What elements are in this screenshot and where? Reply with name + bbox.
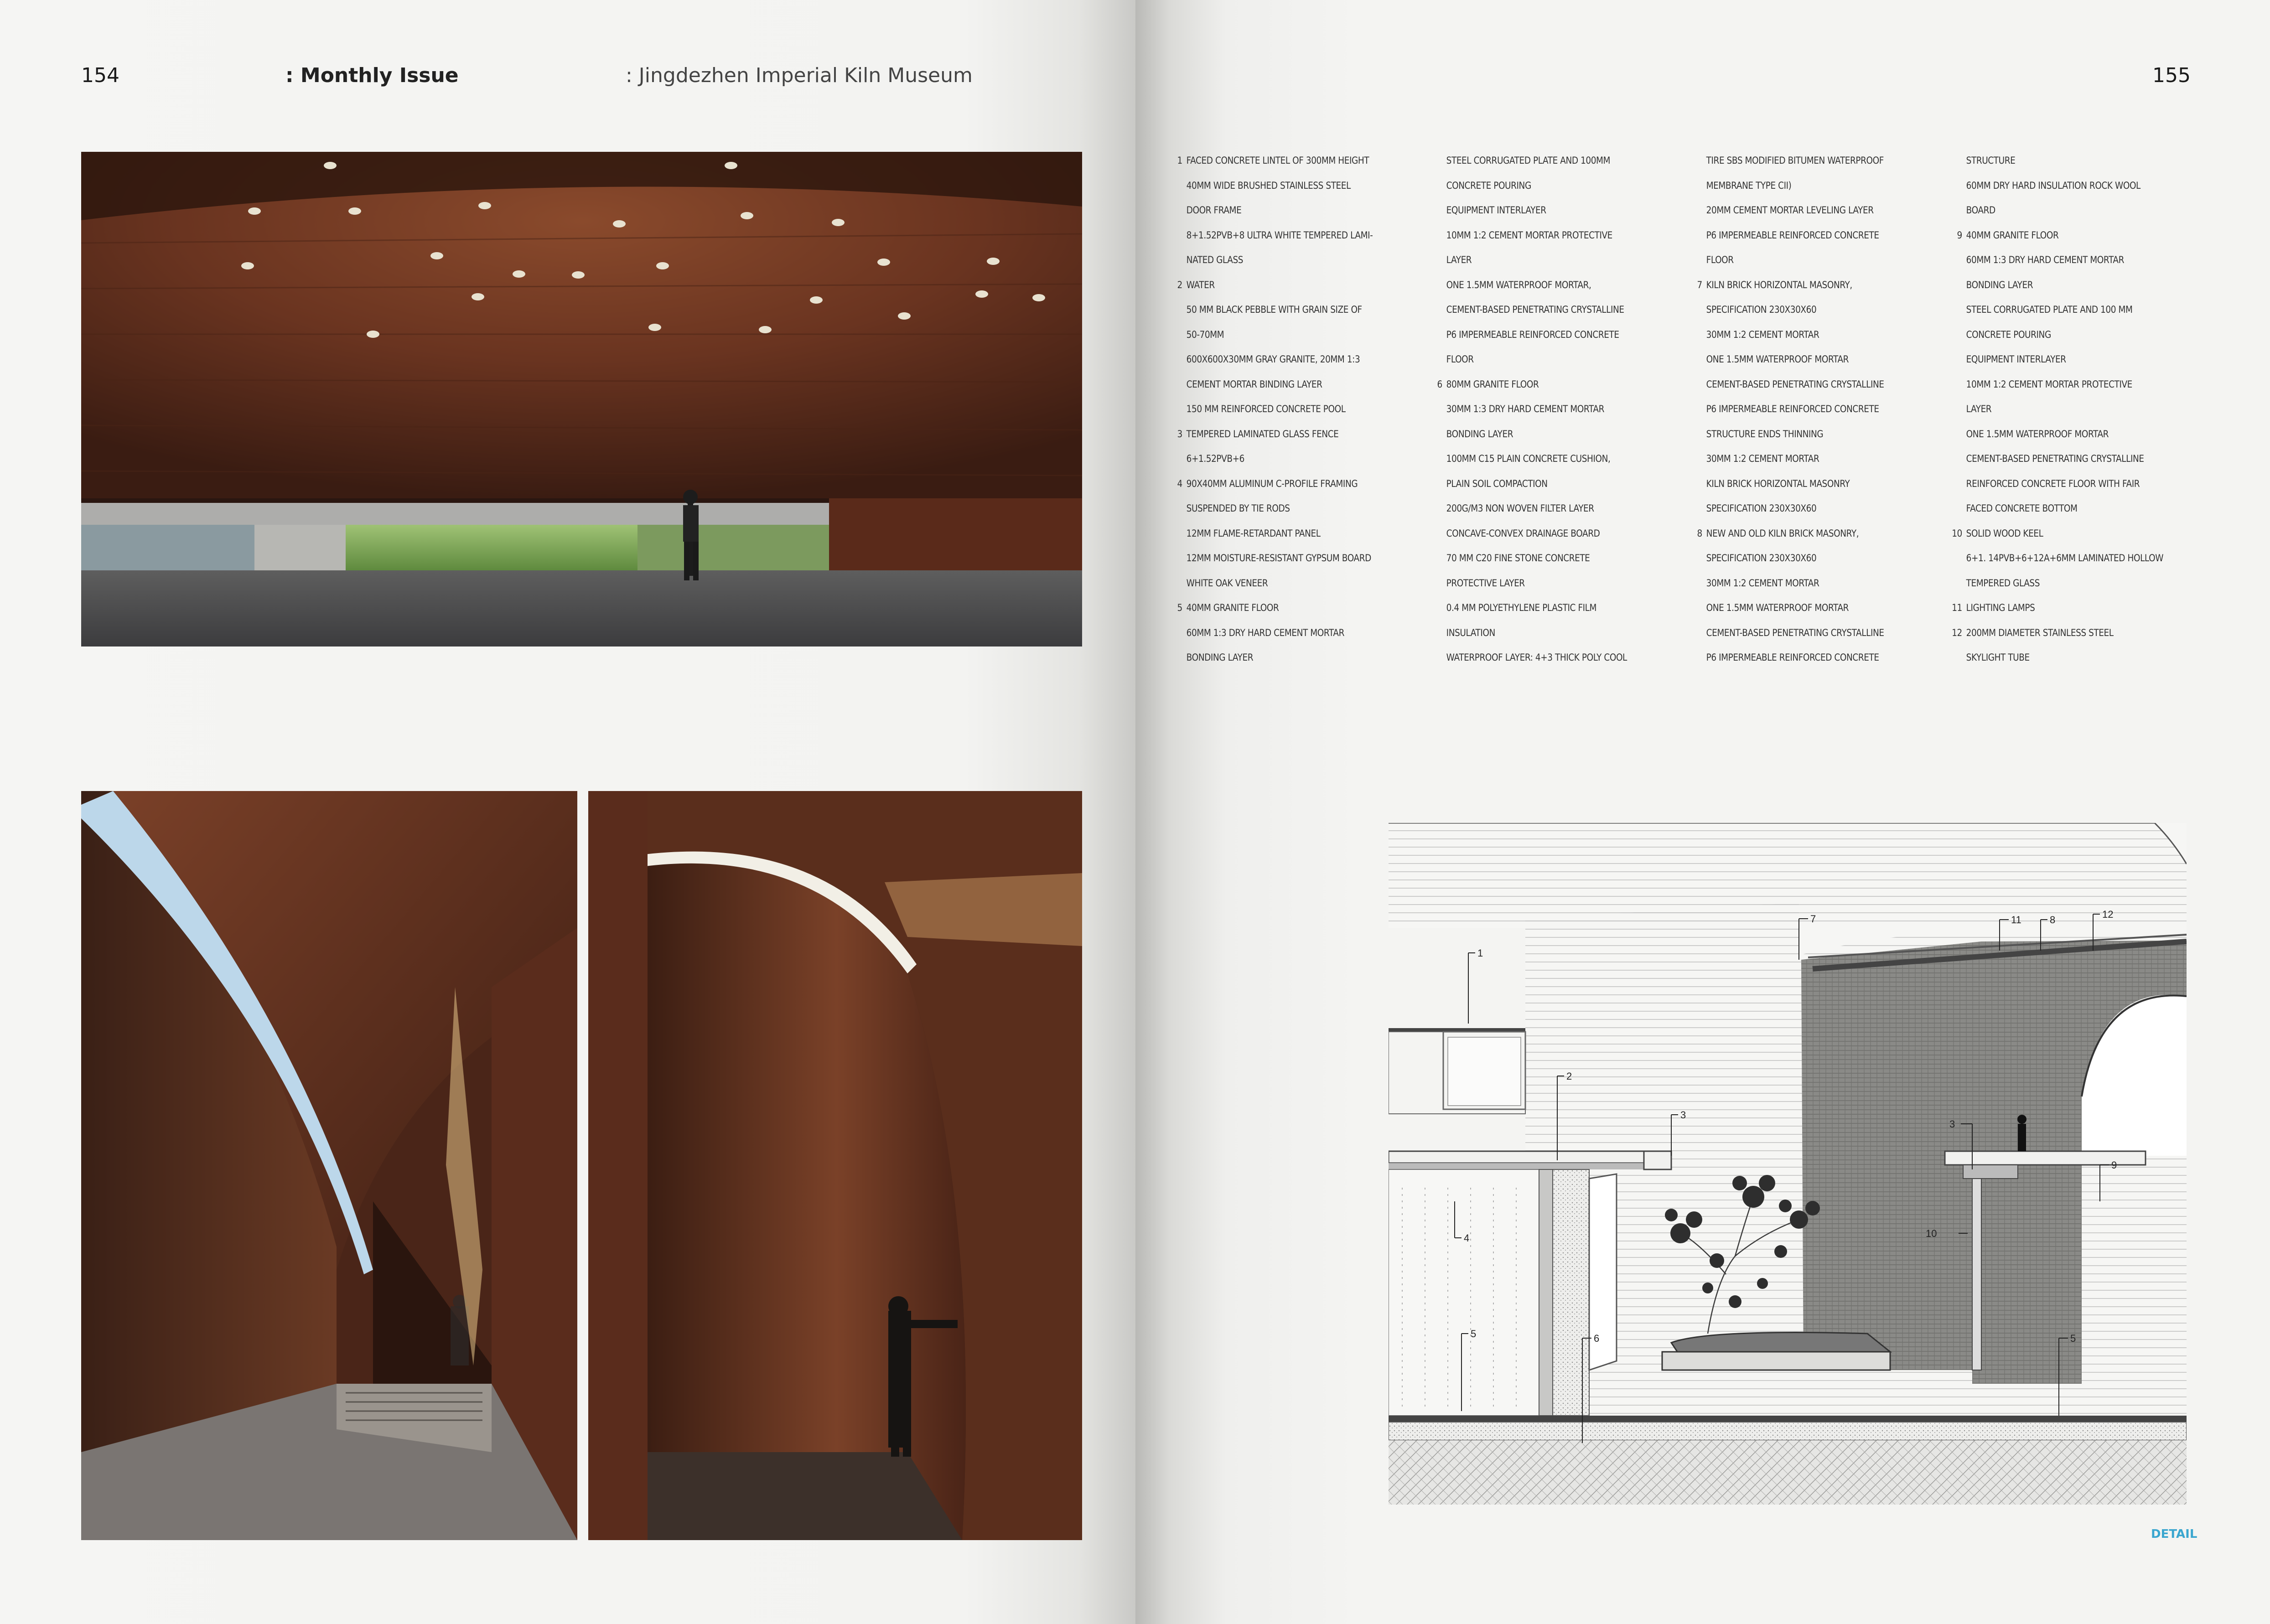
callout-3: 3 xyxy=(1680,1109,1686,1121)
note-line: WHITE OAK VENEER xyxy=(1186,577,1268,589)
note-line: INSULATION xyxy=(1446,627,1495,638)
note-line: NATED GLASS xyxy=(1186,254,1244,265)
note-line: ONE 1.5MM WATERPROOF MORTAR xyxy=(1966,428,2109,440)
note-line: LAYER xyxy=(1446,254,1472,265)
callout-12: 12 xyxy=(2102,909,2114,920)
note-line: 50-70MM xyxy=(1186,329,1224,340)
page-number: 155 xyxy=(2152,64,2191,87)
note-line: 12MM FLAME-RETARDANT PANEL xyxy=(1186,528,1321,539)
note-line: 20MM CEMENT MORTAR LEVELING LAYER xyxy=(1706,205,1874,216)
callout-4: 4 xyxy=(1464,1232,1470,1244)
note-line: SPECIFICATION 230X30X60 xyxy=(1706,503,1817,514)
note-line: FLOOR xyxy=(1446,354,1474,365)
note-line: 4 90X40MM ALUMINUM C-PROFILE FRAMING xyxy=(1177,478,1358,489)
callout-9: 9 xyxy=(2111,1159,2117,1171)
note-line: 10MM 1:2 CEMENT MORTAR PROTECTIVE xyxy=(1446,229,1612,241)
note-line: 2 WATER xyxy=(1177,279,1215,290)
callout-8: 8 xyxy=(2050,914,2056,926)
note-line: 60MM DRY HARD INSULATION ROCK WOOL xyxy=(1966,180,2140,191)
note-line: 12 200MM DIAMETER STAINLESS STEEL xyxy=(1952,627,2114,638)
callout-10: 10 xyxy=(1926,1228,1937,1239)
note-line: 70 MM C20 FINE STONE CONCRETE xyxy=(1446,553,1590,564)
page-number: 154 xyxy=(81,64,119,87)
note-line: DOOR FRAME xyxy=(1186,205,1242,216)
note-line: BOARD xyxy=(1966,205,1995,216)
note-line: BONDING LAYER xyxy=(1186,652,1254,663)
note-line: 200G/M3 NON WOVEN FILTER LAYER xyxy=(1446,503,1594,514)
note-line: 60MM 1:3 DRY HARD CEMENT MORTAR xyxy=(1966,254,2124,265)
note-line: STRUCTURE xyxy=(1966,155,2016,166)
note-line: 10 SOLID WOOD KEEL xyxy=(1952,528,2043,539)
callout-11: 11 xyxy=(2011,914,2021,926)
note-line: P6 IMPERMEABLE REINFORCED CONCRETE xyxy=(1446,329,1619,340)
note-line: 40MM WIDE BRUSHED STAINLESS STEEL xyxy=(1186,180,1351,191)
note-line: P6 IMPERMEABLE REINFORCED CONCRETE xyxy=(1706,403,1879,414)
note-line: 10MM 1:2 CEMENT MORTAR PROTECTIVE xyxy=(1966,378,2132,390)
note-line: CEMENT-BASED PENETRATING CRYSTALLINE xyxy=(1446,304,1624,315)
note-line: 60MM 1:3 DRY HARD CEMENT MORTAR xyxy=(1186,627,1344,638)
detail-label: DETAIL xyxy=(2151,1527,2197,1541)
note-line: P6 IMPERMEABLE REINFORCED CONCRETE xyxy=(1706,229,1879,241)
note-line: 30MM 1:3 DRY HARD CEMENT MORTAR xyxy=(1446,403,1604,414)
note-line: 6+1.52PVB+6 xyxy=(1186,453,1244,464)
note-line: CEMENT-BASED PENETRATING CRYSTALLINE xyxy=(1966,453,2144,464)
note-line: 0.4 MM POLYETHYLENE PLASTIC FILM xyxy=(1446,602,1597,613)
note-line: 1 FACED CONCRETE LINTEL OF 300MM HEIGHT xyxy=(1177,155,1369,166)
note-line: ONE 1.5MM WATERPROOF MORTAR xyxy=(1706,354,1849,365)
photo-vaulted-hall xyxy=(81,152,1082,646)
note-line: EQUIPMENT INTERLAYER xyxy=(1446,205,1546,216)
note-line: TEMPERED GLASS xyxy=(1966,577,2040,589)
note-line: 3 TEMPERED LAMINATED GLASS FENCE xyxy=(1177,428,1339,440)
note-line: SKYLIGHT TUBE xyxy=(1966,652,2030,663)
note-line: 30MM 1:2 CEMENT MORTAR xyxy=(1706,329,1819,340)
note-line: FACED CONCRETE BOTTOM xyxy=(1966,503,2078,514)
note-line: CEMENT MORTAR BINDING LAYER xyxy=(1186,378,1322,390)
notes-column-1 xyxy=(1172,148,1427,670)
notes-column-4 xyxy=(1952,148,2207,670)
note-line: CEMENT-BASED PENETRATING CRYSTALLINE xyxy=(1706,378,1884,390)
note-line: 30MM 1:2 CEMENT MORTAR xyxy=(1706,453,1819,464)
note-line: CONCRETE POURING xyxy=(1446,180,1531,191)
note-line: 6+1. 14PVB+6+12A+6MM LAMINATED HOLLOW xyxy=(1966,553,2164,564)
note-line: 150 MM REINFORCED CONCRETE POOL xyxy=(1186,403,1346,414)
note-line: SPECIFICATION 230X30X60 xyxy=(1706,304,1817,315)
callout-5: 5 xyxy=(1471,1328,1477,1340)
note-line: STEEL CORRUGATED PLATE AND 100 MM xyxy=(1966,304,2133,315)
photo-curved-corridor xyxy=(81,791,577,1540)
notes-column-3 xyxy=(1692,148,1947,670)
note-line: 100MM C15 PLAIN CONCRETE CUSHION, xyxy=(1446,453,1611,464)
callout-3-right: 3 xyxy=(1949,1118,1955,1130)
note-line: CONCAVE-CONVEX DRAINAGE BOARD xyxy=(1446,528,1600,539)
note-line: KILN BRICK HORIZONTAL MASONRY xyxy=(1706,478,1850,489)
note-line: MEMBRANE TYPE CII) xyxy=(1706,180,1792,191)
notes-column-2 xyxy=(1432,148,1687,670)
note-line: 600X600X30MM GRAY GRANITE, 20MM 1:3 xyxy=(1186,354,1360,365)
note-line: 50 MM BLACK PEBBLE WITH GRAIN SIZE OF xyxy=(1186,304,1362,315)
note-line: 5 40MM GRANITE FLOOR xyxy=(1177,602,1279,613)
note-line: ONE 1.5MM WATERPROOF MORTAR, xyxy=(1446,279,1591,290)
note-line: STEEL CORRUGATED PLATE AND 100MM xyxy=(1446,155,1611,166)
callout-1: 1 xyxy=(1477,947,1483,959)
photo-curved-wall-person xyxy=(588,791,1082,1540)
note-line: 8 NEW AND OLD KILN BRICK MASONRY, xyxy=(1697,528,1859,539)
note-line: CEMENT-BASED PENETRATING CRYSTALLINE xyxy=(1706,627,1884,638)
callout-5-right: 5 xyxy=(2070,1333,2076,1344)
note-line: 11 LIGHTING LAMPS xyxy=(1952,602,2035,613)
note-line: EQUIPMENT INTERLAYER xyxy=(1966,354,2066,365)
section-detail-drawing xyxy=(1389,823,2187,1505)
note-line: LAYER xyxy=(1966,403,1992,414)
note-line: PLAIN SOIL COMPACTION xyxy=(1446,478,1548,489)
note-line: 12MM MOISTURE-RESISTANT GYPSUM BOARD xyxy=(1186,553,1371,564)
project-title: : Jingdezhen Imperial Kiln Museum xyxy=(626,64,973,87)
note-line: WATERPROOF LAYER: 4+3 THICK POLY COOL xyxy=(1446,652,1627,663)
note-line: ONE 1.5MM WATERPROOF MORTAR xyxy=(1706,602,1849,613)
note-line: 9 40MM GRANITE FLOOR xyxy=(1957,229,2059,241)
callout-7: 7 xyxy=(1810,913,1816,925)
note-line: REINFORCED CONCRETE FLOOR WITH FAIR xyxy=(1966,478,2140,489)
note-line: 8+1.52PVB+8 ULTRA WHITE TEMPERED LAMI- xyxy=(1186,229,1373,241)
note-line: BONDING LAYER xyxy=(1446,428,1513,440)
detail-notes xyxy=(1172,148,2203,677)
note-line: TIRE SBS MODIFIED BITUMEN WATERPROOF xyxy=(1706,155,1884,166)
note-line: STRUCTURE ENDS THINNING xyxy=(1706,428,1824,440)
note-line: SPECIFICATION 230X30X60 xyxy=(1706,553,1817,564)
note-line: P6 IMPERMEABLE REINFORCED CONCRETE xyxy=(1706,652,1879,663)
note-line: BONDING LAYER xyxy=(1966,279,2033,290)
note-line: CONCRETE POURING xyxy=(1966,329,2051,340)
note-line: PROTECTIVE LAYER xyxy=(1446,577,1525,589)
note-line: 30MM 1:2 CEMENT MORTAR xyxy=(1706,577,1819,589)
note-line: 7 KILN BRICK HORIZONTAL MASONRY, xyxy=(1697,279,1852,290)
note-line: SUSPENDED BY TIE RODS xyxy=(1186,503,1290,514)
note-line: FLOOR xyxy=(1706,254,1734,265)
section-title: : Monthly Issue xyxy=(285,64,459,87)
callout-6: 6 xyxy=(1594,1333,1600,1344)
note-line: 6 80MM GRANITE FLOOR xyxy=(1437,378,1539,390)
callout-2: 2 xyxy=(1566,1071,1572,1082)
